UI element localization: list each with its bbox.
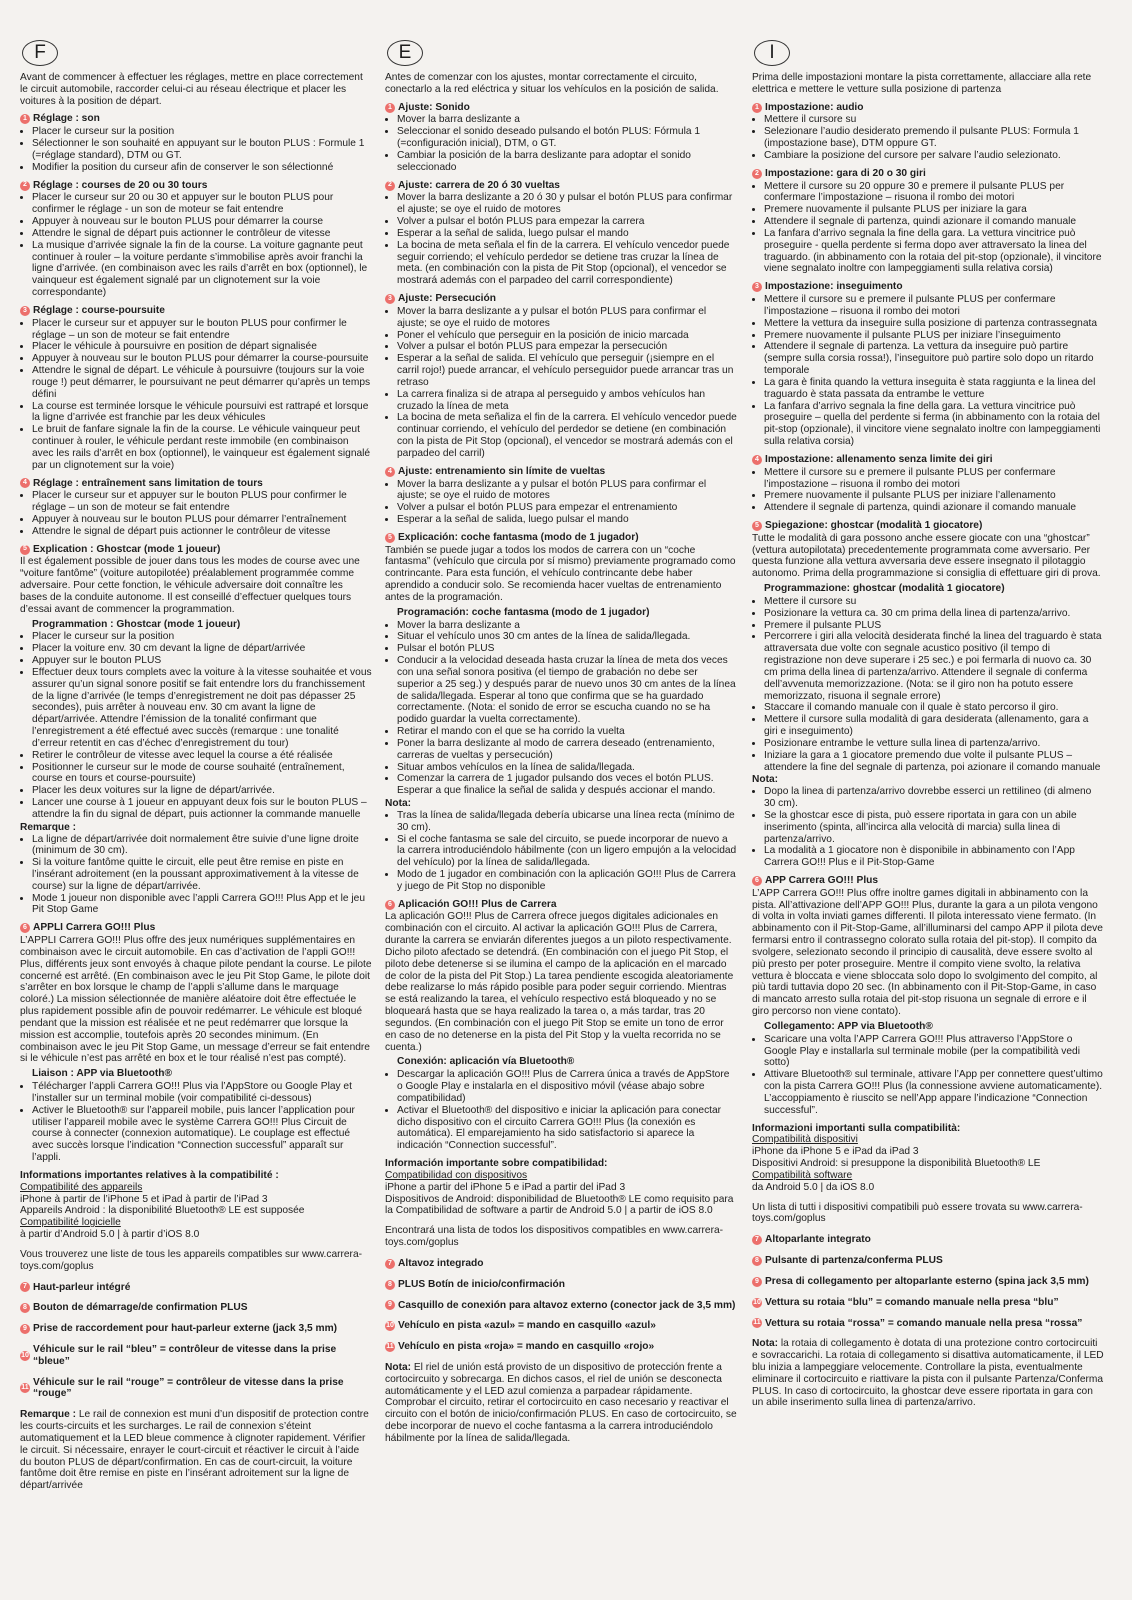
part-item — [752, 1234, 1104, 1246]
section-title: Explicación: coche fantasma (modo de 1 jugador) — [398, 531, 639, 543]
list-item: • Placer le curseur sur et appuyer sur le bouton PLUS pour confirmer le réglage – un son de moteur se fait entendre — [32, 490, 372, 514]
section-heading — [385, 180, 737, 192]
part-number-badge: 9 — [20, 1324, 30, 1334]
section-heading — [752, 168, 1104, 180]
software-compat-label: Compatibilità software — [752, 1169, 853, 1181]
list-item: • Descargar la aplicación GO!!! Plus de Carrera única a través de AppStore o Google Play e instalarla en el dispositivo móvil (véase abajo sobre compatibilidad) — [397, 1069, 737, 1104]
step-number-badge: 6 — [385, 900, 395, 910]
list-item: • Volver a pulsar el botón PLUS para empezar la carrera — [397, 216, 737, 228]
section-s6 — [385, 899, 737, 1152]
section-s4 — [20, 478, 372, 538]
section-heading — [385, 532, 737, 544]
part-item — [20, 1302, 372, 1314]
part-number-badge: 8 — [385, 1280, 395, 1290]
list-item: • Placer le curseur sur la position — [32, 126, 372, 138]
subsection-title: Collegamento: APP via Bluetooth® — [764, 1020, 933, 1032]
step-number-badge: 4 — [752, 455, 762, 465]
step-number-badge: 3 — [752, 282, 762, 292]
subsection-title: Conexión: aplicación vía Bluetooth® — [397, 1056, 575, 1068]
section-heading — [752, 281, 1104, 293]
part-text: Véhicule sur le rail “rouge” = contrôleur de vitesse dans la prise “rouge” — [33, 1376, 344, 1400]
part-text: Pulsante di partenza/conferma PLUS — [765, 1255, 943, 1267]
language-badge: I — [754, 40, 790, 66]
section-title: Spiegazione: ghostcar (modalità 1 giocatore) — [765, 519, 983, 531]
device-compat-2: Dispositivos de Android: disponibilidad de Bluetooth® LE como requisito para la Compatibilidad de software a partir de Android 5.0 | a partir de iOS 8.0 — [385, 1193, 734, 1217]
compatibility-block — [20, 1170, 372, 1273]
device-compat-label: Compatibilità dispositivi — [752, 1134, 858, 1146]
list-item: • La bocina de meta señaliza el fin de la carrera. El vehículo vencedor puede continuar corriendo, el vehículo del perdedor se detiene (en combinación con la pista de Pit Stop (opcional), el vencedor se mostrará además con el parpadeo del carril) — [397, 412, 737, 459]
section-text: También se puede jugar a todos los modos de carrera con un “coche fantasma” (vehículo que circula por sí mismo) previamente programado como contrincante. Para esta función, el vehículo contrincante debe haber aprendido a conducir solo. Se recomienda hacer vueltas de entrenamiento antes de la programación. — [385, 544, 736, 603]
compatibility-block — [385, 1158, 737, 1249]
list-item: • Placer le véhicule à poursuivre en position de départ signalisée — [32, 341, 372, 353]
section-title: Impostazione: inseguimento — [765, 281, 903, 293]
section-heading — [20, 478, 372, 490]
section-title: Impostazione: audio — [765, 101, 864, 113]
note-list — [385, 810, 737, 893]
list-item: • Attendere il segnale di partenza, quindi azionare il comando manuale — [764, 216, 1104, 228]
section-s5 — [752, 520, 1104, 869]
part-item — [752, 1276, 1104, 1288]
part-text: PLUS Botín de inicio/confirmación — [398, 1278, 565, 1290]
list-item: • La carrera finaliza si de atrapa al perseguido y ambos vehículos han cruzado la línea de meta — [397, 389, 737, 413]
section-title: Impostazione: allenamento senza limite dei giri — [765, 453, 993, 465]
list-item: • Positionner le curseur sur le mode de course souhaité (entraînement, course en tours et course-poursuite) — [32, 762, 372, 786]
section-heading — [20, 113, 372, 125]
list-item: • Mover la barra deslizante a y pulsar el botón PLUS para confirmar el ajuste; se oye el ruido de motores — [397, 479, 737, 503]
list-item: • Activer le Bluetooth® sur l’appareil mobile, puis lancer l’application pour utiliser l’appareil mobile avec le système Carrera GO!!! Plus Circuit de course à connecter (connexion automatique). Le couplage est effectué avec succès lorsque l’indication “Connection successful” apparaît sur l’appli. — [32, 1105, 372, 1164]
list-item: • Volver a pulsar el botón PLUS para empezar el entrenamiento — [397, 502, 737, 514]
part-number-badge: 9 — [385, 1300, 395, 1310]
part-text: Vehículo en pista «roja» = mando en casquillo «rojo» — [398, 1341, 655, 1353]
part-number-badge: 8 — [20, 1303, 30, 1313]
list-item: • Se la ghostcar esce di pista, può essere riportata in gara con un abile inserimento (spinta, all’incirca alla velocità di marcia) sulla linea di partenza/arrivo. — [764, 810, 1104, 845]
list-item: • La modalità a 1 giocatore non è disponibile in abbinamento con l’App Carrera GO!!! Plus e il Pit-Stop-Game — [764, 845, 1104, 869]
list-item: • Poner el vehículo que perseguir en la posición de inicio marcada — [397, 330, 737, 342]
list-item: • Mover la barra deslizante a y pulsar el botón PLUS para confirmar el ajuste; se oye el ruido de motores — [397, 306, 737, 330]
bullet-list — [20, 192, 372, 298]
list-item: • Attendre le signal de départ puis actionner le contrôleur de vitesse — [32, 228, 372, 240]
step-number-badge: 2 — [752, 169, 762, 179]
list-item: • Situar el vehículo unos 30 cm antes de la línea de salida/llegada. — [397, 631, 737, 643]
step-number-badge: 1 — [752, 103, 762, 113]
list-item: • La fanfara d’arrivo segnala la fine della gara. La vettura vincitrice può proseguire - quella perdente si ferma dopo aver attraversato la linea del traguardo. (in abbinamento con la rotaia del pit-stop (opzionale), il vincitore viene segnalato inoltre con lampeggiamenti sulla relativa corsia) — [764, 228, 1104, 275]
intro-text: Prima delle impostazioni montare la pista correttamente, allacciare alla rete elettrica e mettere le vetture sulla posizione di partenza — [752, 72, 1092, 95]
section-title: Ajuste: carrera de 20 ó 30 vueltas — [398, 179, 560, 191]
list-item: • Mode 1 joueur non disponible avec l’appli Carrera GO!!! Plus App et le jeu Pit Stop Game — [32, 893, 372, 917]
list-item: • Scaricare una volta l’APP Carrera GO!!! Plus attraverso l’AppStore o Google Play e installarla sul terminale mobile (per la compatibilità vedi sotto) — [764, 1034, 1104, 1069]
list-item: • Situar ambos vehículos en la línea de salida/llegada. — [397, 762, 737, 774]
section-s3 — [752, 281, 1104, 448]
subsection-title: Programmation : Ghostcar (mode 1 joueur) — [32, 618, 241, 630]
section-s2 — [20, 180, 372, 299]
bullet-list — [752, 294, 1104, 448]
part-number-badge: 10 — [20, 1351, 30, 1361]
list-item: • Attendre le signal de départ. Le véhicule à poursuivre (toujours sur la voie rouge !) peut démarrer, le poursuivant ne peut démarrer qu’après un temps défini — [32, 365, 372, 400]
part-number-badge: 7 — [20, 1282, 30, 1292]
section-title: Réglage : entraînement sans limitation de tours — [33, 477, 263, 489]
list-item: • Si la voiture fantôme quitte le circuit, elle peut être remise en piste en l’insérant adroitement (en la poussant approximativement à la vitesse de course) sur la ligne de départ/arrivée. — [32, 857, 372, 892]
part-item — [20, 1344, 372, 1368]
step-number-badge: 6 — [752, 876, 762, 886]
software-compat-label: Compatibilité logicielle — [20, 1217, 121, 1229]
section-s3 — [385, 293, 737, 460]
subsection-title: Liaison : APP via Bluetooth® — [32, 1068, 172, 1080]
step-number-badge: 3 — [385, 294, 395, 304]
list-item: • Premere nuovamente il pulsante PLUS per iniziare l’allenamento — [764, 490, 1104, 502]
section-s2 — [385, 180, 737, 287]
section-s3 — [20, 305, 372, 472]
section-s1 — [20, 113, 372, 173]
list-item: • Retirer le contrôleur de vitesse avec lequel la course a été réalisée — [32, 750, 372, 762]
list-item: • Mettere il cursore su — [764, 596, 1104, 608]
part-item — [385, 1320, 737, 1332]
section-title: Explication : Ghostcar (mode 1 joueur) — [33, 543, 221, 555]
bullet-list — [20, 631, 372, 820]
list-item: • Modo de 1 jugador en combinación con la aplicación GO!!! Plus de Carrera y juego de Pit Stop no disponible — [397, 869, 737, 893]
list-item: • Cambiare la posizione del cursore per salvare l’audio selezionato. — [764, 150, 1104, 162]
list-item: • Retirar el mando con el que se ha corrido la vuelta — [397, 726, 737, 738]
step-number-badge: 5 — [752, 521, 762, 531]
section-heading — [752, 102, 1104, 114]
part-number-badge: 7 — [385, 1259, 395, 1269]
final-note-text: Le rail de connexion est muni d’un dispositif de protection contre les courts-circuits et les surcharges. Le rail de connexion s’éteint automatiquement et la LED bleue commence à clignoter rapidement. Vérifier le circuit. Si nécessaire, enrayer le court-circuit et réactiver le circuit à l’aide du bouton PLUS de départ/confirmation. En cas de court-circuit, la voiture fantôme doit être remise en piste en l’insérant adroitement sur la ligne de départ/arrivée — [20, 1409, 369, 1492]
part-item — [385, 1258, 737, 1270]
subsection-title: Programación: coche fantasma (modo de 1 jugador) — [397, 606, 650, 618]
section-title: Réglage : courses de 20 ou 30 tours — [33, 179, 208, 191]
language-badge: E — [387, 40, 423, 66]
bullet-list — [385, 620, 737, 797]
section-heading — [20, 922, 372, 934]
final-note-label: Nota: — [385, 1361, 412, 1373]
step-number-badge: 3 — [20, 306, 30, 316]
compatibility-title: Informazioni importanti sulla compatibilità: — [752, 1122, 961, 1134]
device-compat-label: Compatibilidad con dispositivos — [385, 1169, 528, 1181]
part-number-badge: 11 — [752, 1318, 762, 1328]
list-item: • Dopo la linea di partenza/arrivo dovrebbe esserci un rettilineo (di almeno 30 cm). — [764, 786, 1104, 810]
subsection-title: Programmazione: ghostcar (modalità 1 giocatore) — [764, 583, 1005, 595]
part-item — [20, 1377, 372, 1401]
step-number-badge: 2 — [20, 181, 30, 191]
list-item: • Appuyer à nouveau sur le bouton PLUS pour démarrer la course-poursuite — [32, 353, 372, 365]
section-s5 — [20, 544, 372, 917]
section-s4 — [385, 466, 737, 526]
list-item: • Poner la barra deslizante al modo de carrera deseado (entrenamiento, carreras de vueltas y persecución) — [397, 738, 737, 762]
section-heading — [385, 466, 737, 478]
section-text: L’APPLI Carrera GO!!! Plus offre des jeux numériques supplémentaires en combinaison avec le circuit automobile. En cas d’activation de l’appli GO!!! Plus, différents jeux sont envoyés à chaque pilote pendant la course. Le pilote concerné est arrêté. (En combinaison avec le jeu Pit Stop Game, le pilote doit s’arrêter en box lorsque le champ de l’appli s’allume dans le marquage coloré.) La mission sélectionnée de manière aléatoire doit être effectuée le plus rapidement possible afin de pouvoir redémarrer. Le véhicule est bloqué pendant que la mission est réalisée et ne peut redémarrer que lorsque la mission est accomplie, toutefois après 20 secondes minimum. (En combinaison avec le jeu Pit Stop Game, un message d’erreur se fait entendre si le véhicule n’est pas arrêté en box et le tour réalisé n’est pas compté). — [20, 935, 372, 1065]
list-item: • Appuyer à nouveau sur le bouton PLUS pour démarrer l’entraînement — [32, 514, 372, 526]
part-text: Vettura su rotaia “blu” = comando manuale nella presa “blu” — [765, 1296, 1059, 1308]
list-item: • Posizionare la vettura ca. 30 cm prima della linea di partenza/arrivo. — [764, 608, 1104, 620]
step-number-badge: 5 — [385, 533, 395, 543]
section-s6 — [20, 922, 372, 1164]
step-number-badge: 6 — [20, 923, 30, 933]
section-title: Ajuste: Persecución — [398, 293, 496, 305]
part-text: Bouton de démarrage/de confirmation PLUS — [33, 1302, 248, 1314]
list-item: • Lancer une course à 1 joueur en appuyant deux fois sur le bouton PLUS – attendre la fin du signal de départ, puis actionner la commande manuelle — [32, 797, 372, 821]
column-it — [752, 40, 1104, 1409]
part-item — [385, 1279, 737, 1291]
section-heading — [752, 875, 1104, 887]
device-compat-1: iPhone da iPhone 5 e iPad da iPad 3 — [752, 1146, 919, 1158]
section-heading — [20, 180, 372, 192]
list-item: • Esperar a la señal de salida, luego pulsar el mando — [397, 228, 737, 240]
bullet-list — [385, 192, 737, 287]
list-item: • La gara è finita quando la vettura inseguita è stata raggiunta e la linea del traguardo è stata passata da entrambe le vetture — [764, 377, 1104, 401]
section-s5 — [385, 532, 737, 893]
list-item: • Mover la barra deslizante a — [397, 620, 737, 632]
section-title: Réglage : course-poursuite — [33, 304, 165, 316]
list-item: • Placer le curseur sur la position — [32, 631, 372, 643]
section-title: Ajuste: entrenamiento sin límite de vueltas — [398, 465, 606, 477]
list-item: • Pulsar el botón PLUS — [397, 643, 737, 655]
part-text: Vehículo en pista «azul» = mando en casquillo «azul» — [398, 1320, 656, 1332]
list-item: • Effectuer deux tours complets avec la voiture à la vitesse souhaitée et vous assurer qu’un signal sonore positif se fait entendre lors du franchissement de la ligne d’arrivée (le temps d’enregistrement ne doit pas dépasser 25 secondes), puis arrêter à nouveau env. 30 cm avant la ligne de départ/arrivée. Attendre l’émission de la tonalité confirmant que l’enregistrement a été effectué avec succès (remarque : une tonalité d’erreur retentit en cas d’échec d’enregistrement du tour) — [32, 667, 372, 750]
bullet-list — [385, 306, 737, 460]
part-text: Haut-parleur intégré — [33, 1281, 131, 1293]
list-item: • Conducir a la velocidad deseada hasta cruzar la línea de meta dos veces con una señal sonora positiva (el tiempo de grabación no debe ser superior a 25 seg.) y después parar de nuevo unos 30 cm antes de la línea de salida/llegada. Esperar al tono que confirma que se ha guardado correctamente. (Nota: el sonido de error se escucha cuando no se ha podido guardar la vuelta correctamente). — [397, 655, 737, 726]
step-number-badge: 1 — [385, 103, 395, 113]
software-compat: da Android 5.0 | da iOS 8.0 — [752, 1181, 875, 1193]
list-item: • Premere nuovamente il pulsante PLUS per iniziare la gara — [764, 204, 1104, 216]
software-compat: à partir d’Android 5.0 | à partir d’iOS 8.0 — [20, 1229, 200, 1241]
bullet-list — [385, 1069, 737, 1152]
list-item: • Mettere il cursore su 20 oppure 30 e premere il pulsante PLUS per confermare l’impostazione – risuona il rombo dei motori — [764, 181, 1104, 205]
section-text: Il est également possible de jouer dans tous les modes de course avec une “voiture fantôme” (voiture autopilotée) préalablement programmée comme adversaire. Pour cette fonction, le véhicule adversaire doit connaître les bases de la conduite autonome. Il est conseillé d’effectuer quelques tours d’essai avant de commencer la programmation. — [20, 556, 360, 615]
list-item: • Premere il pulsante PLUS — [764, 620, 1104, 632]
device-compat-2: Dispositivi Android: si presuppone la disponibilità Bluetooth® LE — [752, 1158, 1041, 1170]
section-title: Ajuste: Sonido — [398, 101, 470, 113]
final-note — [20, 1409, 372, 1492]
list-item: • Comenzar la carrera de 1 jugador pulsando dos veces el botón PLUS. Esperar a que finalice la señal de salida y después accionar el mando. — [397, 773, 737, 797]
part-item — [385, 1341, 737, 1353]
part-text: Altavoz integrado — [398, 1257, 484, 1269]
final-note-text: El riel de unión está provisto de un dispositivo de protección frente a cortocircuito y sobrecarga. En dichos casos, el riel de unión se desconecta automáticamente y el LED azul comienza a parpadear rápidamente. Comprobar el circuito, retirar el cortocircuito en caso necesario y reactivar el circuito con el botón de inicio/confirmación PLUS. En caso de cortocircuito, se debe incorporar de nuevo el coche fantasma a la carrera introduciéndolo hábilmente por la línea de salida/llegada. — [385, 1361, 737, 1444]
list-item: • La musique d’arrivée signale la fin de la course. La voiture gagnante peut continuer à rouler – la voiture perdante s’immobilise après avoir franchi la ligne d’arrivée. (en combinaison avec les rails d’arrêt en box (optionnel), le vainqueur est également signalé par un clignotement sur la voie correspondante) — [32, 240, 372, 299]
compatibility-block — [752, 1123, 1104, 1226]
note-label: Nota: — [385, 798, 412, 810]
section-heading — [20, 544, 372, 556]
part-number-badge: 7 — [752, 1235, 762, 1245]
part-number-badge: 10 — [385, 1321, 395, 1331]
list-item: • Placer les deux voitures sur la ligne de départ/arrivée. — [32, 785, 372, 797]
list-item: • Placer le curseur sur 20 ou 30 et appuyer sur le bouton PLUS pour confirmer le réglage - un son de moteur se fait entendre — [32, 192, 372, 216]
list-item: • La fanfara d’arrivo segnala la fine della gara. La vettura vincitrice può proseguire – quella del perdente si ferma (in abbinamento con la rotaia del pit-stop (opzionale), il vincitore viene segnalato inoltre con lampeggiamenti sulla relativa corsia) — [764, 401, 1104, 448]
list-item: • Attendre le signal de départ puis actionner le contrôleur de vitesse — [32, 526, 372, 538]
part-item — [20, 1323, 372, 1335]
section-s1 — [752, 102, 1104, 162]
bullet-list — [20, 490, 372, 537]
list-item: • Esperar a la señal de salida. El vehículo que perseguir (¡siempre en el carril rojo!) puede arrancar, el vehículo perseguidor puede arrancar tras un retraso — [397, 353, 737, 388]
list-item: • Mover la barra deslizante a — [397, 114, 737, 126]
note-label: Remarque : — [20, 821, 77, 833]
list-item: • Mover la barra deslizante a 20 ó 30 y pulsar el botón PLUS para confirmar el ajuste; se oye el ruido de motores — [397, 192, 737, 216]
intro-text: Avant de commencer à effectuer les réglages, mettre en place correctement le circuit automobile, raccorder celui-ci au réseau électrique et placer les voitures à la position de départ. — [20, 72, 363, 107]
list-item: • Mettere il cursore sulla modalità di gara desiderata (allenamento, gara a giri e inseguimento) — [764, 714, 1104, 738]
section-title: APP Carrera GO!!! Plus — [765, 875, 879, 886]
section-title: Aplicación GO!!! Plus de Carrera — [398, 898, 557, 910]
final-note — [752, 1338, 1104, 1409]
list-item: • Sélectionner le son souhaité en appuyant sur le bouton PLUS : Formule 1 (=réglage standard), DTM ou GT. — [32, 138, 372, 162]
list-item: • Attendere il segnale di partenza, quindi azionare il comando manuale — [764, 502, 1104, 514]
compat-list-link: Vous trouverez une liste de tous les appareils compatibles sur www.carrera-toys.com/goplus — [20, 1248, 363, 1272]
part-text: Véhicule sur le rail “bleu” = contrôleur de vitesse dans la prise “bleue” — [33, 1343, 337, 1367]
list-item: • Iniziare la gara a 1 giocatore premendo due volte il pulsante PLUS – attendere la fine del segnale di partenza, poi azionare il comando manuale — [764, 750, 1104, 774]
list-item: • La bocina de meta señala el fin de la carrera. El vehículo vencedor puede seguir corriendo; el vehículo perdedor se detiene tras cruzar la línea de meta. (en combinación con la pista de Pit Stop (opcional), el vencedor se mostrará además con el parpadeo del carril correspondiente) — [397, 240, 737, 287]
section-heading — [752, 454, 1104, 466]
device-compat-2: Appareils Android : la disponibilité Bluetooth® LE est supposée — [20, 1205, 305, 1217]
list-item: • Tras la línea de salida/llegada debería ubicarse una línea recta (mínimo de 30 cm). — [397, 810, 737, 834]
part-text: Vettura su rotaia “rossa” = comando manuale nella presa “rossa” — [765, 1317, 1083, 1329]
final-note-label: Remarque : — [20, 1409, 77, 1421]
part-item — [385, 1300, 737, 1312]
bullet-list — [752, 467, 1104, 514]
list-item: • Appuyer à nouveau sur le bouton PLUS pour démarrer la course — [32, 216, 372, 228]
list-item: • Mettere il cursore su — [764, 114, 1104, 126]
list-item: • Mettere la vettura da inseguire sulla posizione di partenza contrassegnata — [764, 318, 1104, 330]
part-item — [752, 1297, 1104, 1309]
part-text: Presa di collegamento per altoparlante esterno (spina jack 3,5 mm) — [765, 1275, 1089, 1287]
device-compat-label: Compatibilité des appareils — [20, 1181, 143, 1193]
section-title: Réglage : son — [33, 113, 100, 125]
list-item: • Mettere il cursore su e premere il pulsante PLUS per confermare l’impostazione – risuona il rombo dei motori — [764, 294, 1104, 318]
part-number-badge: 9 — [752, 1277, 762, 1287]
column-fr — [20, 40, 372, 1492]
part-item — [752, 1255, 1104, 1267]
list-item: • Appuyer sur le bouton PLUS — [32, 655, 372, 667]
column-es — [385, 40, 737, 1445]
list-item: • Attendere il segnale di partenza. La vettura da inseguire può partire (sempre sulla corsia rossa!), l’inseguitore può partire solo dopo un ritardo temporale — [764, 341, 1104, 376]
part-number-badge: 11 — [20, 1383, 30, 1393]
list-item: • Télécharger l’appli Carrera GO!!! Plus via l’AppStore ou Google Play et l’installer sur un terminal mobile (voir compatibilité ci-dessous) — [32, 1081, 372, 1105]
section-heading — [752, 520, 1104, 532]
section-heading — [20, 305, 372, 317]
part-number-badge: 10 — [752, 1298, 762, 1308]
bullet-list — [385, 479, 737, 526]
section-title: APPLI Carrera GO!!! Plus — [33, 922, 156, 934]
section-heading — [385, 899, 737, 911]
step-number-badge: 4 — [385, 467, 395, 477]
section-title: Impostazione: gara di 20 o 30 giri — [765, 167, 926, 179]
list-item: • Mettere il cursore su e premere il pulsante PLUS per confermare l’impostazione – risuona il rombo dei motori — [764, 467, 1104, 491]
list-item: • Posizionare entrambe le vetture sulla linea di partenza/arrivo. — [764, 738, 1104, 750]
list-item: • Staccare il comando manuale con il quale è stato percorso il giro. — [764, 702, 1104, 714]
section-s6 — [752, 875, 1104, 1117]
final-note — [385, 1362, 737, 1445]
list-item: • Volver a pulsar el botón PLUS para empezar la persecución — [397, 341, 737, 353]
list-item: • Placer la voiture env. 30 cm devant la ligne de départ/arrivée — [32, 643, 372, 655]
compat-list-link: Encontrará una lista de todos los dispositivos compatibles en www.carrera-toys.com/goplus — [385, 1225, 724, 1249]
section-s2 — [752, 168, 1104, 275]
step-number-badge: 1 — [20, 114, 30, 124]
section-heading — [385, 102, 737, 114]
list-item: • Placer le curseur sur et appuyer sur le bouton PLUS pour confirmer le réglage – un son de moteur se fait entendre — [32, 318, 372, 342]
note-list — [20, 834, 372, 917]
step-number-badge: 2 — [385, 181, 395, 191]
note-list — [752, 786, 1104, 869]
section-s4 — [752, 454, 1104, 514]
intro-text: Antes de comenzar con los ajustes, montar correctamente el circuito, conectarlo a la red eléctrica y situar los vehículos en la posición de salida. — [385, 72, 719, 95]
list-item: • Selezionare l’audio desiderato premendo il pulsante PLUS: Formula 1 (impostazione base), DTM oppure GT. — [764, 126, 1104, 150]
bullet-list — [20, 1081, 372, 1164]
part-item — [20, 1282, 372, 1294]
bullet-list — [752, 181, 1104, 276]
note-label: Nota: — [752, 774, 779, 786]
bullet-list — [752, 596, 1104, 773]
list-item: • La course est terminée lorsque le véhicule poursuivi est rattrapé et lorsque la ligne d’arrivée est franchie par les deux véhicules — [32, 401, 372, 425]
compatibility-title: Informations importantes relatives à la compatibilité : — [20, 1169, 279, 1181]
list-item: • Percorrere i giri alla velocità desiderata finché la linea del traguardo è stata attraversata due volte con segnale acustico positivo (il tempo di registrazione non deve superare i 25 sec.) e poi fermarla di nuovo ca. 30 cm prima della linea di partenza/arrivo. Attendere il segnale di conferma dell’avvenuta memorizzazione. (Nota: se il giro non ha potuto essere memorizzato, risuona il segnale errore) — [764, 631, 1104, 702]
final-note-label: Nota: — [752, 1338, 779, 1350]
list-item: • Attivare Bluetooth® sul terminale, attivare l’App per connettere quest’ultimo con la pista Carrera GO!!! Plus (la connessione avviene automaticamente). L’accoppiamento è riuscito se nell’App appare l’indicazione “Connection successful”. — [764, 1069, 1104, 1116]
step-number-badge: 5 — [20, 545, 30, 555]
section-text: Tutte le modalità di gara possono anche essere giocate con una “ghostcar” (vettura autopilotata) precedentemente programmata come avversario. Per questa funzione alla vettura avversaria deve essere insegnato il pilotaggio autonomo. Prima della programmazione si consiglia di effettuare giri di prova. — [752, 532, 1101, 580]
bullet-list — [385, 114, 737, 173]
list-item: • Seleccionar el sonido deseado pulsando el botón PLUS: Fórmula 1 (=configuración inicial), DTM, o GT. — [397, 126, 737, 150]
device-compat-1: iPhone a partir del iPhone 5 e iPad a partir del iPad 3 — [385, 1181, 626, 1193]
list-item: • Le bruit de fanfare signale la fin de la course. Le véhicule vainqueur peut continuer à rouler, le véhicule perdant reste immobile (en combinaison avec les rails d’arrêt en box (optionnel), le vainqueur est également signalé par un clignotement sur la voie) — [32, 424, 372, 471]
part-number-badge: 11 — [385, 1342, 395, 1352]
section-text: La aplicación GO!!! Plus de Carrera ofrece juegos digitales adicionales en combinación con el circuito. Al activar la aplicación GO!!! Plus de Carrera, durante la carrera se enviarán diferentes juegos a un piloto respectivamente. Dicho piloto afectado se detendrá. (En combinación con el juego Pit Stop, el piloto debe detenerse si se ilumina el campo de la aplicación en el marcado de color de la pista del Pit Stop.) La tarea pendiente escogida aleatoriamente debe realizarse lo más rápido posible para poder seguir corriendo. Mientras se está realizando la tarea, el vehículo respectivo está bloqueado y no se bloqueará hasta que se haya realizado la tarea o, a más tardar, tras 20 segundos. (En combinación con el juego Pit Stop se emite un tono de error en caso de no detenerse en la pista del Pit Stop y la vuelta recorrida no se cuenta.) — [385, 911, 734, 1053]
device-compat-1: iPhone à partir de l’iPhone 5 et iPad à partir de l’iPad 3 — [20, 1193, 268, 1205]
bullet-list — [752, 1034, 1104, 1117]
section-s1 — [385, 102, 737, 174]
compatibility-title: Información importante sobre compatibilidad: — [385, 1158, 608, 1170]
compat-list-link: Un lista di tutti i dispositivi compatibili può essere trovata su www.carrera-toys.com/goplus — [752, 1201, 1083, 1225]
part-text: Casquillo de conexión para altavoz externo (conector jack de 3,5 mm) — [398, 1299, 736, 1311]
language-badge: F — [22, 40, 58, 66]
part-item — [752, 1318, 1104, 1330]
part-text: Altoparlante integrato — [765, 1234, 871, 1246]
list-item: • Si el coche fantasma se sale del circuito, se puede incorporar de nuevo a la carrera introduciéndolo hábilmente (con un ligero empujón a la velocidad del vehículo) por la línea de salida/llegada. — [397, 834, 737, 869]
list-item: • Modifier la position du curseur afin de conserver le son sélectionné — [32, 162, 372, 174]
part-number-badge: 8 — [752, 1256, 762, 1266]
section-heading — [385, 293, 737, 305]
list-item: • La ligne de départ/arrivée doit normalement être suivie d’une ligne droite (minimum de 30 cm). — [32, 834, 372, 858]
bullet-list — [20, 126, 372, 173]
bullet-list — [20, 318, 372, 472]
list-item: • Premere nuovamente il pulsante PLUS per iniziare l’inseguimento — [764, 330, 1104, 342]
bullet-list — [752, 114, 1104, 161]
list-item: • Cambiar la posición de la barra deslizante para adoptar el sonido seleccionado — [397, 150, 737, 174]
section-text: L’APP Carrera GO!!! Plus offre inoltre games digitali in abbinamento con la pista. All’attivazione dell’APP GO!!! Plus, durante la gara a un pilota vengono di volta in volta inviati games differenti. Il pilota interessato viene fermato. (In abbinamento con il Pit-Stop-Game, all’illuminarsi del campo APP il pilota deve fermarsi entro il contrassegno colorato sulla rotaia del pit-stop). Il compito da svolgere, selezionato secondo il principio di causalità, deve essere svolto al più presto per poter proseguire. Mentre il compito viene svolto, la relativa vettura è bloccata e viene sbloccata solo dopo lo svolgimento del compito, al più tardi tuttavia dopo 20 sec. (In abbinamento con il Pit-Stop-Game, in caso di mancato arresto sulla rotaia del pit-stop risuona un segnale di errore e il giro percorso non viene contato). — [752, 887, 1103, 1018]
list-item: • Esperar a la señal de salida, luego pulsar el mando — [397, 514, 737, 526]
list-item: • Activar el Bluetooth® del dispositivo e iniciar la aplicación para conectar dicho dispositivo con el circuito Carrera GO!!! Plus (la conexión es automática). El emparejamiento ha sido satisfactorio si aparece la indicación “Connection successful”. — [397, 1105, 737, 1152]
part-text: Prise de raccordement pour haut-parleur externe (jack 3,5 mm) — [33, 1323, 338, 1335]
final-note-text: la rotaia di collegamento è dotata di una protezione contro cortocircuiti e sovraccarichi. La rotaia di collegamento si disattiva automaticamente, il LED blu inizia a lampeggiare velocemente. Controllare la pista, eventualmente eliminare il cortocircuito e riattivare la pista con il pulsante Partenza/Conferma PLUS. In caso di cortocircuito, la ghostcar deve essere riportata in gara con un abile inserimento sulla linea di partenza/arrivo. — [752, 1338, 1104, 1409]
step-number-badge: 4 — [20, 478, 30, 488]
